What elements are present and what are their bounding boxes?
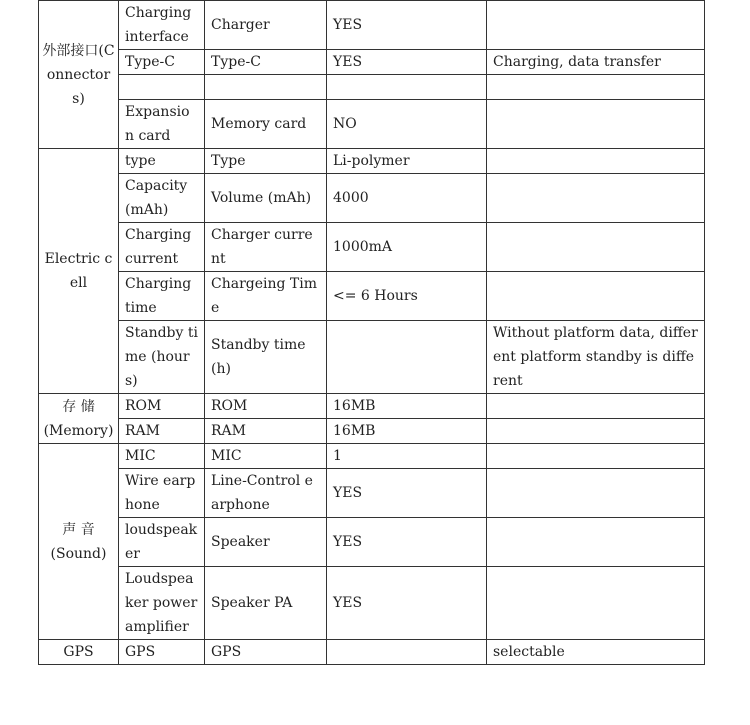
table-row [39, 567, 705, 640]
note-cell [487, 1, 705, 50]
item-cell: ROM [119, 394, 205, 419]
table-row [39, 75, 705, 100]
value-cell: YES [327, 567, 487, 640]
name-cell: Volume (mAh) [205, 174, 327, 223]
item-cell: RAM [119, 419, 205, 444]
group-connectors: 外部接口(Connectors) [39, 1, 119, 149]
value-cell [327, 75, 487, 100]
name-cell: Type [205, 149, 327, 174]
value-cell [327, 321, 487, 394]
name-cell: GPS [205, 640, 327, 665]
item-cell: Wire earphone [119, 469, 205, 518]
name-cell: Charger [205, 1, 327, 50]
item-cell: MIC [119, 444, 205, 469]
note-cell [487, 174, 705, 223]
value-cell: NO [327, 100, 487, 149]
group-memory-cn: 存 储 [62, 398, 95, 415]
value-cell: YES [327, 1, 487, 50]
value-cell: YES [327, 518, 487, 567]
group-electric-cell: Electric cell [39, 149, 119, 394]
item-cell: Standby time (hours) [119, 321, 205, 394]
note-cell [487, 149, 705, 174]
note-cell [487, 394, 705, 419]
group-sound-en: (Sound) [50, 545, 107, 562]
name-cell: Line-Control earphone [205, 469, 327, 518]
note-cell [487, 518, 705, 567]
table-row [39, 272, 705, 321]
table-row [39, 321, 705, 394]
item-cell: Expansion card [119, 100, 205, 149]
table-row [39, 444, 705, 469]
table-row [39, 469, 705, 518]
name-cell: Speaker PA [205, 567, 327, 640]
table-row [39, 100, 705, 149]
table-row [39, 640, 705, 665]
note-cell [487, 100, 705, 149]
note-cell [487, 272, 705, 321]
item-cell: Charging current [119, 223, 205, 272]
item-cell: Type-C [119, 50, 205, 75]
table-row [39, 50, 705, 75]
name-cell: Charger current [205, 223, 327, 272]
name-cell: MIC [205, 444, 327, 469]
note-cell [487, 223, 705, 272]
name-cell: ROM [205, 394, 327, 419]
table-row [39, 174, 705, 223]
name-cell [205, 75, 327, 100]
item-cell: loudspeaker [119, 518, 205, 567]
spec-table [38, 0, 705, 665]
group-sound [39, 444, 119, 640]
group-memory-en: (Memory) [43, 422, 114, 439]
item-cell: Charging interface [119, 1, 205, 50]
table-row [39, 223, 705, 272]
value-cell: Li-polymer [327, 149, 487, 174]
name-cell: Chargeing Time [205, 272, 327, 321]
item-cell: Capacity (mAh) [119, 174, 205, 223]
item-cell [119, 75, 205, 100]
value-cell: YES [327, 469, 487, 518]
value-cell: 1000mA [327, 223, 487, 272]
group-gps: GPS [39, 640, 119, 665]
table-row [39, 149, 705, 174]
name-cell: Type-C [205, 50, 327, 75]
spec-document [38, 0, 705, 665]
group-sound-cn: 声 音 [62, 521, 95, 538]
table-row [39, 518, 705, 567]
table-row [39, 1, 705, 50]
table-row [39, 419, 705, 444]
value-cell: 16MB [327, 419, 487, 444]
note-cell [487, 567, 705, 640]
item-cell: Loudspeaker power amplifier [119, 567, 205, 640]
item-cell: GPS [119, 640, 205, 665]
item-cell: type [119, 149, 205, 174]
value-cell: 1 [327, 444, 487, 469]
table-row [39, 394, 705, 419]
note-cell [487, 419, 705, 444]
name-cell: Speaker [205, 518, 327, 567]
item-cell: Charging time [119, 272, 205, 321]
note-cell [487, 75, 705, 100]
group-memory [39, 394, 119, 444]
note-cell [487, 444, 705, 469]
name-cell: Memory card [205, 100, 327, 149]
value-cell: 16MB [327, 394, 487, 419]
value-cell: <= 6 Hours [327, 272, 487, 321]
note-cell: Charging, data transfer [487, 50, 705, 75]
name-cell: Standby time(h) [205, 321, 327, 394]
note-cell: selectable [487, 640, 705, 665]
value-cell: YES [327, 50, 487, 75]
value-cell [327, 640, 487, 665]
note-cell: Without platform data, different platform standby is different [487, 321, 705, 394]
name-cell: RAM [205, 419, 327, 444]
note-cell [487, 469, 705, 518]
value-cell: 4000 [327, 174, 487, 223]
